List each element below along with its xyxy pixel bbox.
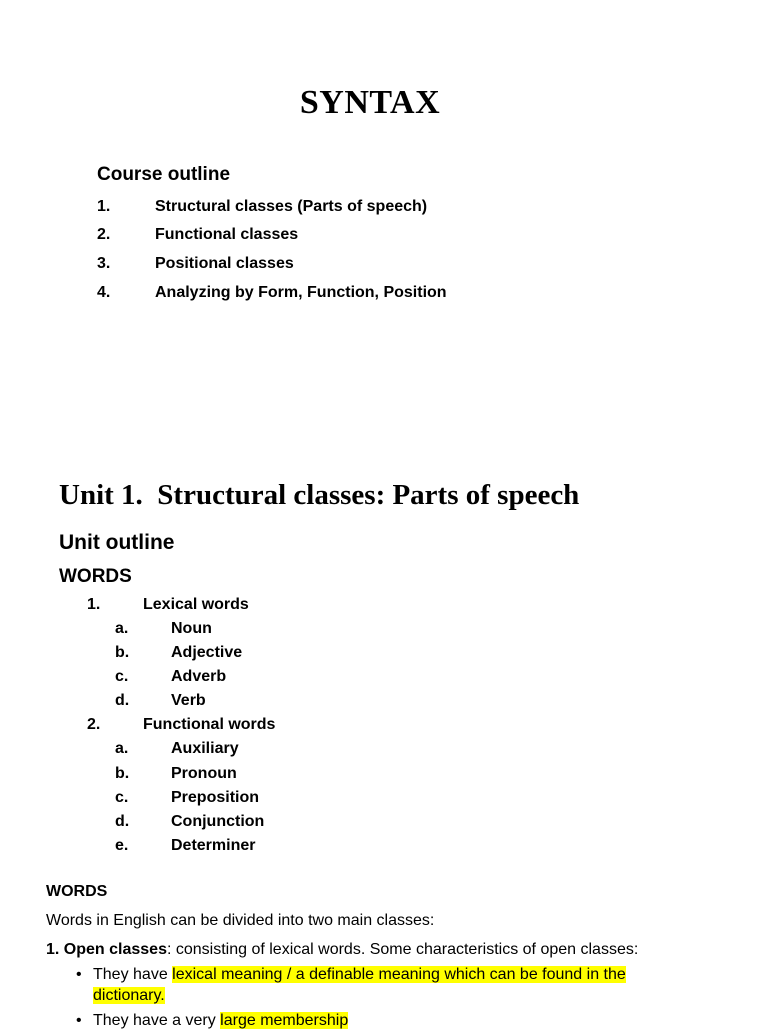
highlighted-text: dictionary. [93,987,165,1004]
bullet-text: They have [93,966,173,983]
list-item [115,813,264,831]
item-text: Positional classes [155,255,294,272]
item-letter: d. [115,813,130,830]
bullet-item-continuation [93,987,165,1005]
document-title: SYNTAX [299,84,441,121]
highlighted-text: large membership [220,1012,349,1029]
list-item [115,789,259,807]
course-outline-item [97,226,298,244]
item-text: Determiner [171,837,256,854]
item-letter: e. [115,837,129,854]
highlighted-text: lexical meaning / a definable meaning which can be found in the [172,966,626,983]
group-lexical-words [87,596,249,614]
words-label: WORDS [46,883,108,900]
item-letter: b. [115,644,130,661]
list-item [115,765,237,783]
item-number: 3. [97,255,111,272]
bullet-icon: • [76,966,82,983]
item-text: Adverb [171,668,227,685]
item-text: Auxiliary [171,740,239,757]
list-item [115,668,226,686]
item-text: Noun [171,620,212,637]
item-letter: c. [115,668,129,685]
list-item [115,837,255,855]
item-text: Pronoun [171,765,237,782]
bullet-icon: • [76,1012,82,1029]
course-outline-item [97,198,427,216]
course-outline-heading: Course outline [97,164,231,185]
course-outline-item [97,255,294,273]
open-classes-text: : consisting of lexical words. Some characteristics of open classes: [166,941,639,958]
item-letter: c. [115,789,129,806]
open-classes-paragraph [46,941,638,959]
item-text: Verb [171,692,206,709]
item-text: Conjunction [171,813,265,830]
group-number: 1. [87,596,101,613]
item-text: Preposition [171,789,260,806]
bullet-item [93,966,626,984]
group-number: 2. [87,716,101,733]
item-text: Analyzing by Form, Function, Position [155,284,447,301]
item-text: Adjective [171,644,243,661]
item-letter: d. [115,692,130,709]
group-functional-words [87,716,275,734]
bullet-item [93,1012,348,1030]
item-text: Functional classes [155,226,299,243]
item-letter: b. [115,765,130,782]
course-outline-item [97,284,447,302]
list-item [115,644,242,662]
list-item [115,692,206,710]
intro-paragraph: Words in English can be divided into two main classes: [46,912,435,929]
item-text: Structural classes (Parts of speech) [155,198,428,215]
item-letter: a. [115,620,129,637]
item-number: 4. [97,284,111,301]
bullet-text: They have a very [93,1012,221,1029]
list-item [115,740,239,758]
words-heading: WORDS [59,566,132,587]
list-item [115,620,212,638]
open-classes-label: 1. Open classes [46,941,167,958]
item-number: 1. [97,198,111,215]
group-label: Functional words [143,716,276,733]
unit-title: Unit 1. Structural classes: Parts of speech [59,479,580,511]
item-letter: a. [115,740,129,757]
unit-outline-heading: Unit outline [59,531,175,554]
group-label: Lexical words [143,596,249,613]
item-number: 2. [97,226,111,243]
